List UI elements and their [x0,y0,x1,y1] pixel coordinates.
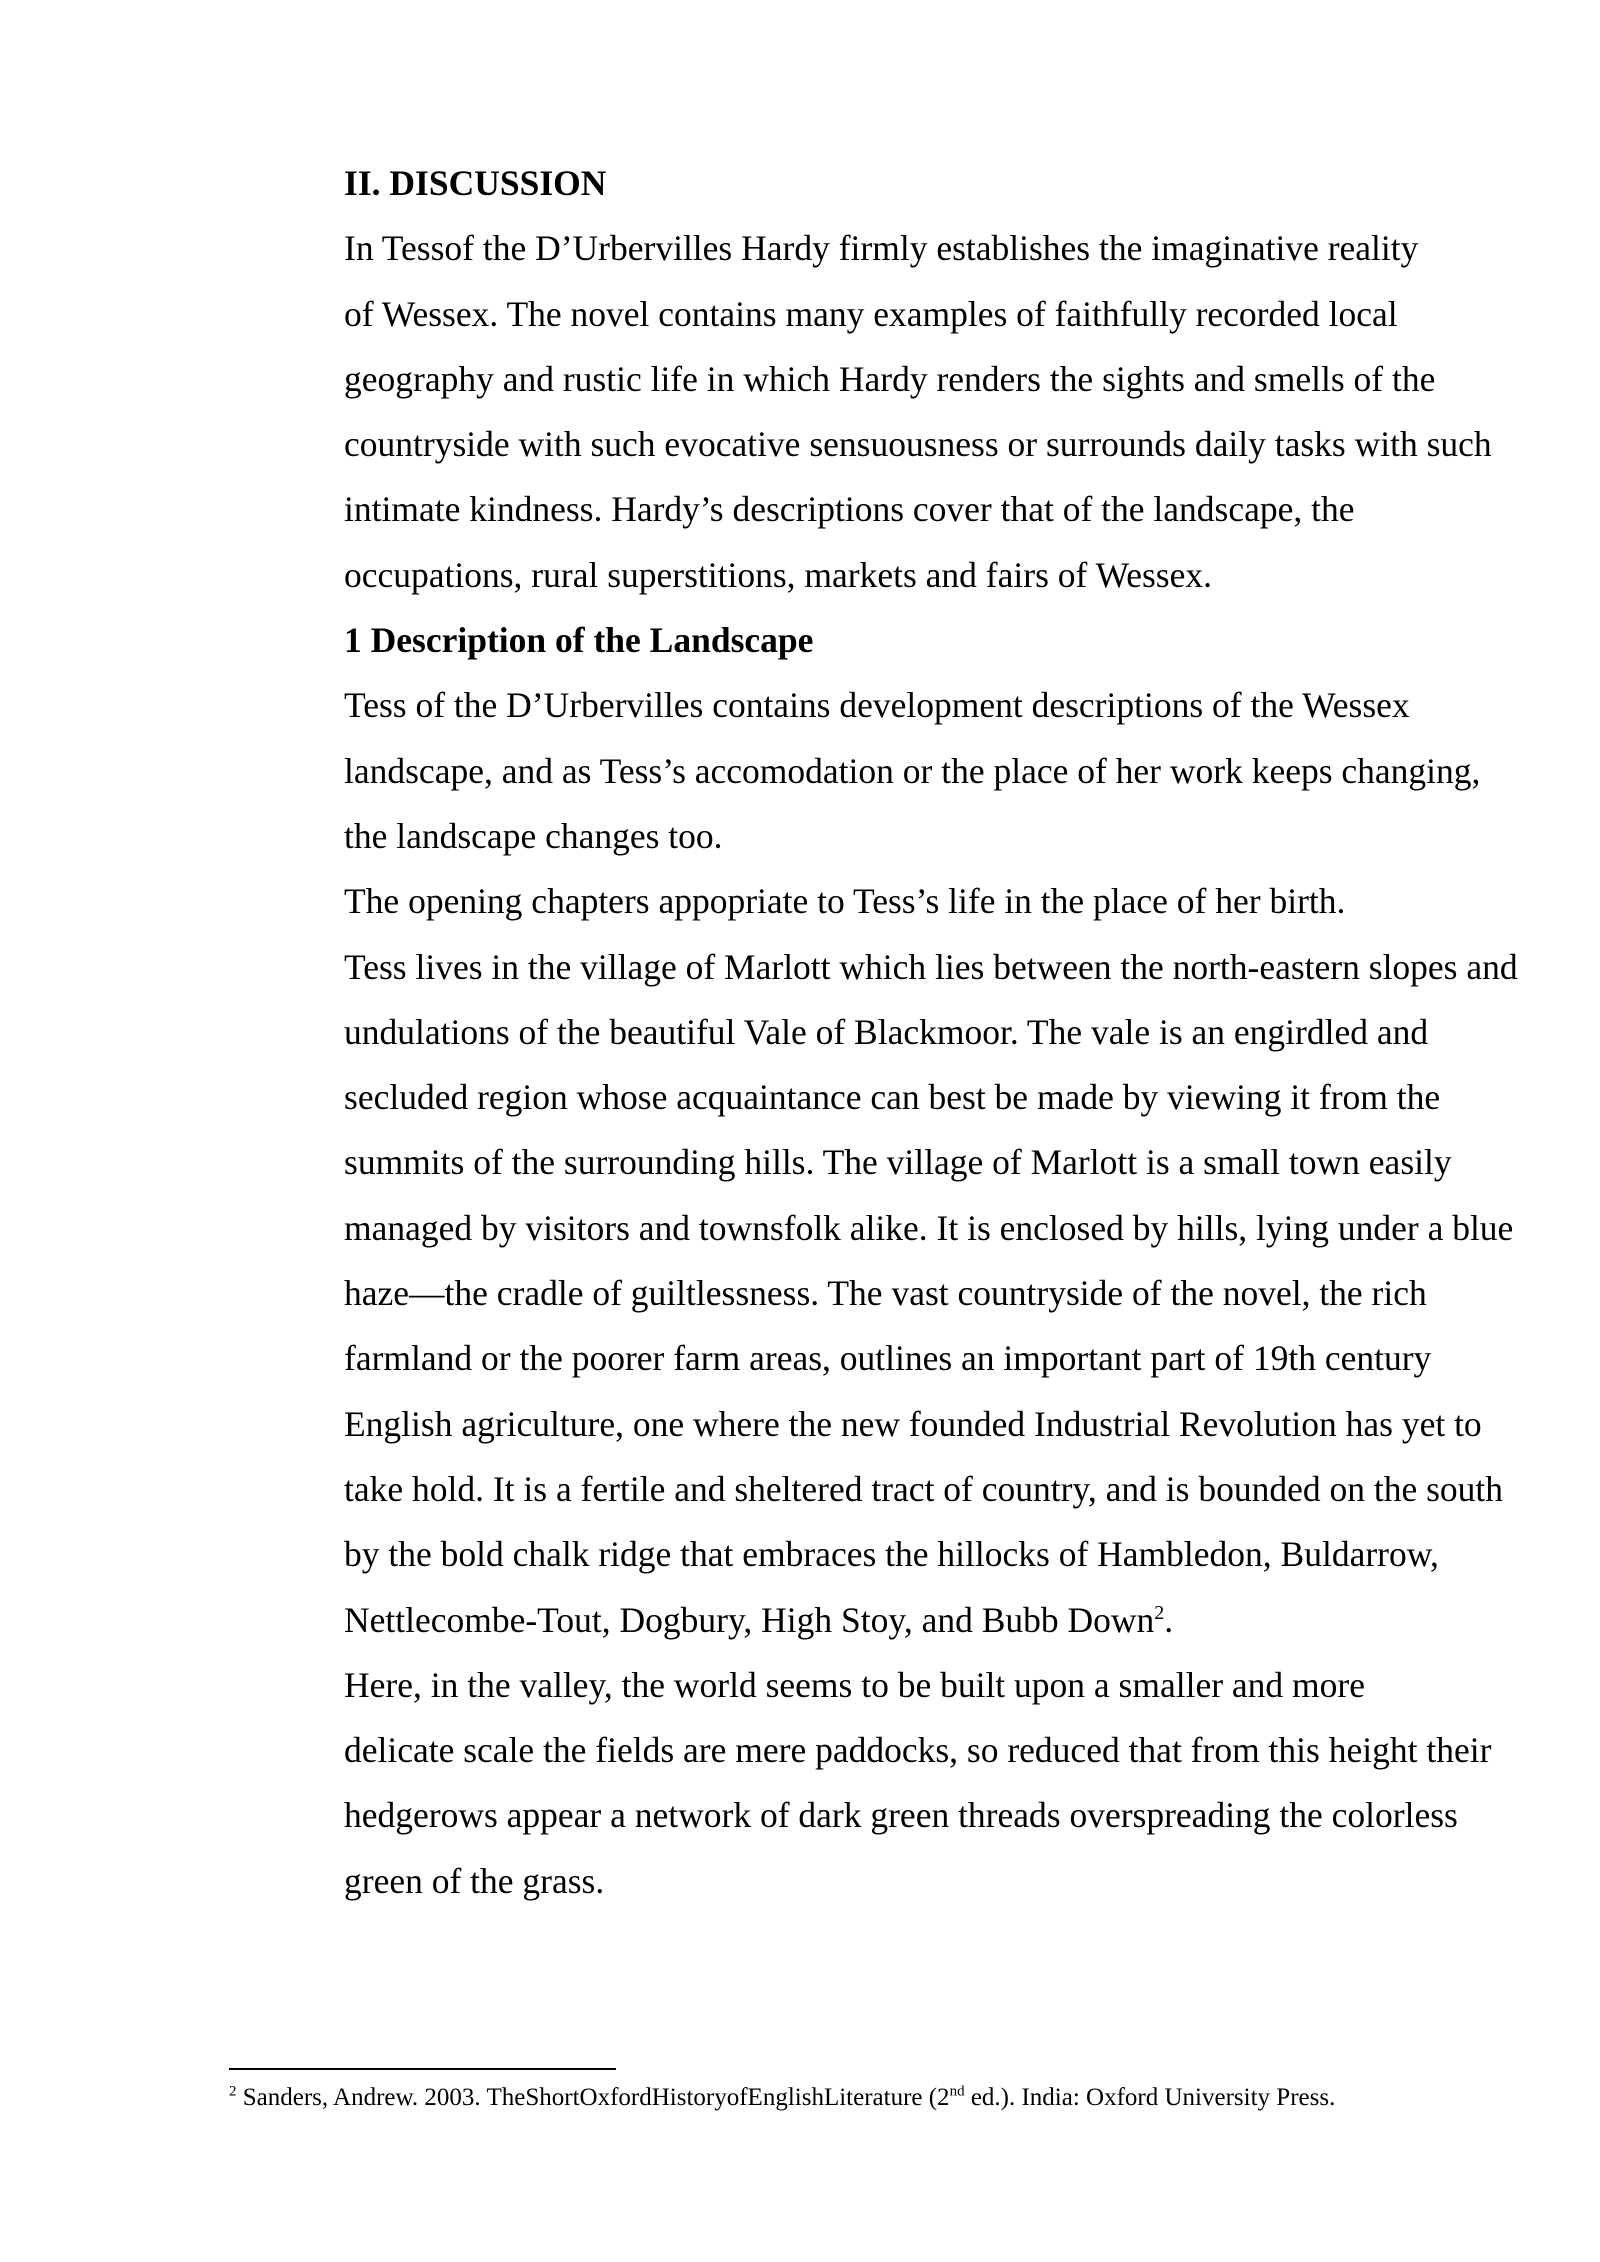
text-line: farmland or the poorer farm areas, outlines an important part of 19th century [344,1338,1432,1379]
text-line: Tess of the D’Urbervilles contains development descriptions of the Wessex [344,685,1410,726]
text-line: intimate kindness. Hardy’s descriptions cover that of the landscape, the [344,489,1355,530]
paragraph-valley [229,1653,1499,1914]
text-line: secluded region whose acquaintance can best be made by viewing it from the [344,1077,1441,1118]
text-line: of Wessex. The novel contains many examples of faithfully recorded local [344,293,1398,334]
text-line-with-footnote [229,1588,1499,1653]
text-line: The opening chapters appopriate to Tess’s life in the place of her birth. [344,881,1346,922]
paragraph-marlott [229,869,1518,1653]
text-line: countryside with such evocative sensuousness or surrounds daily tasks with such [344,424,1492,465]
text-line: haze—the cradle of guiltlessness. The vast countryside of the novel, the rich [344,1273,1427,1314]
text-line: green of the grass. [344,1860,605,1901]
text-line: hedgerows appear a network of dark green threads overspreading the colorless [344,1795,1458,1836]
text-line: by the bold chalk ridge that embraces the hillocks of Hambledon, Buldarrow, [344,1534,1439,1575]
line-end-punctuation: . [1164,1599,1174,1640]
text-line: English agriculture, one where the new founded Industrial Revolution has yet to [344,1403,1482,1444]
text-line: summits of the surrounding hills. The village of Marlott is a small town easily [344,1142,1452,1183]
text-line: landscape, and as Tess’s accomodation or the place of her work keeps changing, [344,750,1481,791]
subsection-heading: 1 Description of the Landscape [344,620,814,661]
text-line: undulations of the beautiful Vale of Blackmoor. The vale is an engirdled and [344,1011,1429,1052]
text-line: Here, in the valley, the world seems to be built upon a smaller and more [344,1664,1365,1705]
footnote-text-before: Sanders, Andrew. 2003. TheShortOxfordHistoryofEnglishLiterature (2 [242,2084,950,2111]
footnote [229,2080,1529,2116]
text-line: occupations, rural superstitions, markets and fairs of Wessex. [344,554,1212,595]
text-line: managed by visitors and townsfolk alike. It is enclosed by hills, lying under a blue [344,1207,1514,1248]
text-line: In Tessof the D’Urbervilles Hardy firmly establishes the imaginative reality [344,228,1419,269]
text-line: take hold. It is a fertile and sheltered tract of country, and is bounded on the south [344,1468,1504,1509]
body-text [229,151,1518,1914]
intro-paragraph [229,216,1499,608]
footnote-reference[interactable]: 2 [1154,1601,1165,1624]
text-line: the landscape changes too. [344,815,723,856]
text-line: delicate scale the fields are mere paddocks, so reduced that from this height their [344,1730,1492,1771]
footnote-separator [229,2068,616,2070]
footnote-number: 2 [229,2083,237,2100]
text-line: geography and rustic life in which Hardy renders the sights and smells of the [344,358,1436,399]
footnote-ordinal: nd [949,2083,965,2100]
paragraph-landscape-changes [229,673,1499,869]
section-heading: II. DISCUSSION [344,163,607,203]
text-line-fragment: Nettlecombe-Tout, Dogbury, High Stoy, and Bubb Down [344,1599,1155,1640]
text-line: Tess lives in the village of Marlott which lies between the north-eastern slopes and [344,946,1518,987]
footnote-text-after: ed.). India: Oxford University Press. [964,2084,1336,2111]
